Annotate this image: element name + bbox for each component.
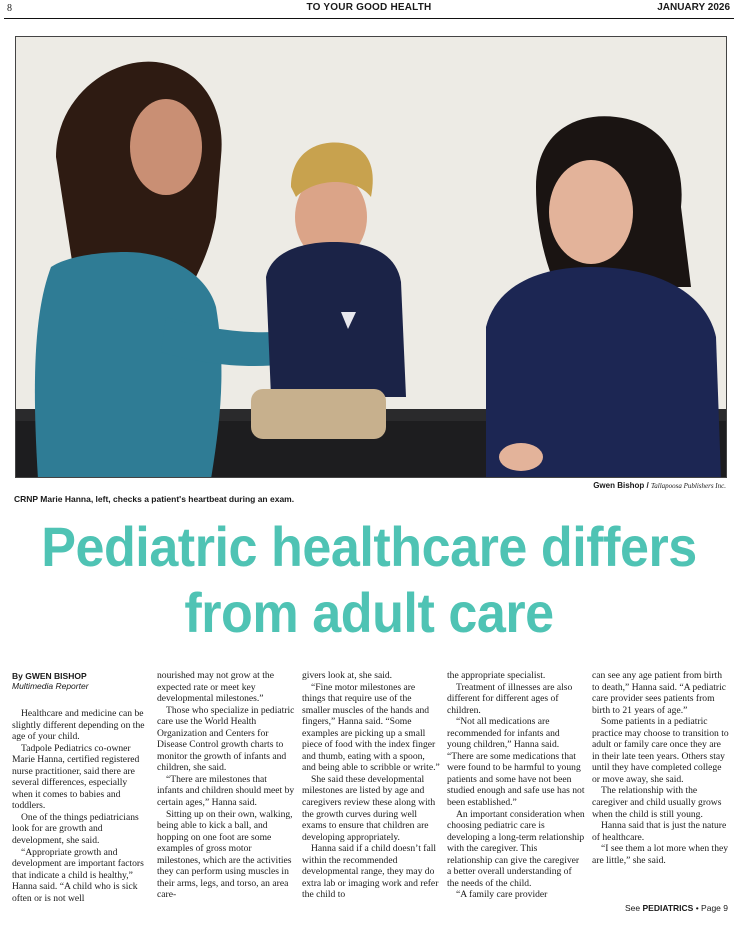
paragraph: “Appropriate growth and development are important factors that indicate a child is healthy,” Hanna said. “A child who is sick often or is not well (12, 846, 144, 904)
paragraph: An important consideration when choosing pediatric care is developing a long-term relationship with the caregiver. This relationship can give the caregiver a better overall understanding of the needs of the child. (447, 808, 585, 889)
paragraph: “I see them a lot more when they are little,” she said. (592, 843, 729, 866)
article-column-4 (447, 670, 585, 901)
paragraph: Hanna said that is just the nature of healthcare. (592, 820, 727, 843)
jump-page: • Page 9 (695, 903, 728, 913)
jump-prefix: See (624, 903, 641, 913)
page-number: 8 (7, 3, 12, 14)
jump-keyword: PEDIATRICS (642, 903, 694, 913)
paragraph: “Fine motor milestones are things that require use of the smaller muscles of the hands and fingers,” Hanna said. “Some examples are picking up a small piece of food with the index finger and thumb, eating with a spoon, and being able to scribble or write.” (302, 681, 440, 774)
paragraph: “A family care provider (456, 889, 548, 901)
paragraph: the appropriate specialist. (447, 670, 546, 681)
section-title: TO YOUR GOOD HEALTH (306, 2, 432, 13)
article-column-2 (157, 670, 295, 901)
headline-line-1: Pediatric healthcare differs (41, 515, 697, 578)
photo-credit-name: Gwen Bishop / (593, 481, 649, 490)
paragraph: Hanna said if a child doesn’t fall within the recommended developmental range, they may do extra lab or imaging work and refer the child to (302, 843, 439, 901)
byline (12, 671, 89, 691)
article-photo (15, 36, 727, 478)
article-column-1 (12, 708, 150, 904)
continued-on-page-link[interactable] (625, 903, 728, 913)
exam-room-illustration (16, 37, 727, 478)
paragraph: Tadpole Pediatrics co-owner Marie Hanna, certified registered nurse practitioner, said there are several differences, especially when it comes to babies and toddlers. (12, 742, 140, 812)
paragraph: One of the things pediatricians look for are growth and development, she said. (12, 811, 139, 847)
page-header (0, 0, 738, 18)
author-role: Multimedia Reporter (12, 681, 89, 691)
paragraph: “There are milestones that infants and children should meet by certain ages,” Hanna said. (157, 773, 295, 809)
paragraph: Those who specialize in pediatric care use the World Health Organization and Centers for Disease Control growth charts to monitor the growth of infants and children, she said. (157, 704, 295, 774)
article-column-5 (592, 670, 730, 866)
photo-caption: CRNP Marie Hanna, left, checks a patient's heartbeat during an exam. (14, 494, 295, 504)
photo-credit-org: Tallapoosa Publishers Inc. (651, 482, 726, 490)
paragraph: Sitting up on their own, walking, being able to kick a ball, and hopping on one foot are some examples of gross motor milestones, which are the activities they can perform using muscles in their arms, legs, and torso, an area care- (157, 808, 293, 901)
paragraph: “Not all medications are recommended for infants and young children,” Hanna said. “There are some medications that were found to be harmful to young patients and some have not been studied enough and safe use has not been established.” (447, 716, 585, 809)
headline (35, 514, 703, 646)
issue-date: JANUARY 2026 (657, 2, 730, 13)
photo-credit (593, 481, 726, 490)
headline-line-2: from adult care (184, 581, 554, 644)
paragraph: She said these developmental milestones are listed by age and caregivers review these along with the growth curves during well exams to ensure that children are developing appropriately. (302, 773, 436, 843)
paragraph: Healthcare and medicine can be slightly different depending on the age of your child. (12, 708, 145, 743)
author-name: By GWEN BISHOP (12, 671, 87, 681)
paragraph: Treatment of illnesses are also different for different ages of children. (447, 681, 573, 716)
paragraph: can see any age patient from birth to death,” Hanna said. “A pediatric care provider sees patients from birth to 21 years of age.” (592, 670, 726, 716)
article-column-3 (302, 670, 440, 901)
paragraph: nourished may not grow at the expected rate or meet key developmental milestones.” (157, 670, 274, 705)
paragraph: Some patients in a pediatric practice may choose to transition to adult or family care once they are in their late teen years. Others stay until they have completed college or move away, she said. (592, 716, 729, 785)
paragraph: givers look at, she said. (302, 670, 393, 681)
paragraph: The relationship with the caregiver and child usually grows when the child is still young. (592, 785, 722, 820)
header-rule (4, 18, 734, 19)
